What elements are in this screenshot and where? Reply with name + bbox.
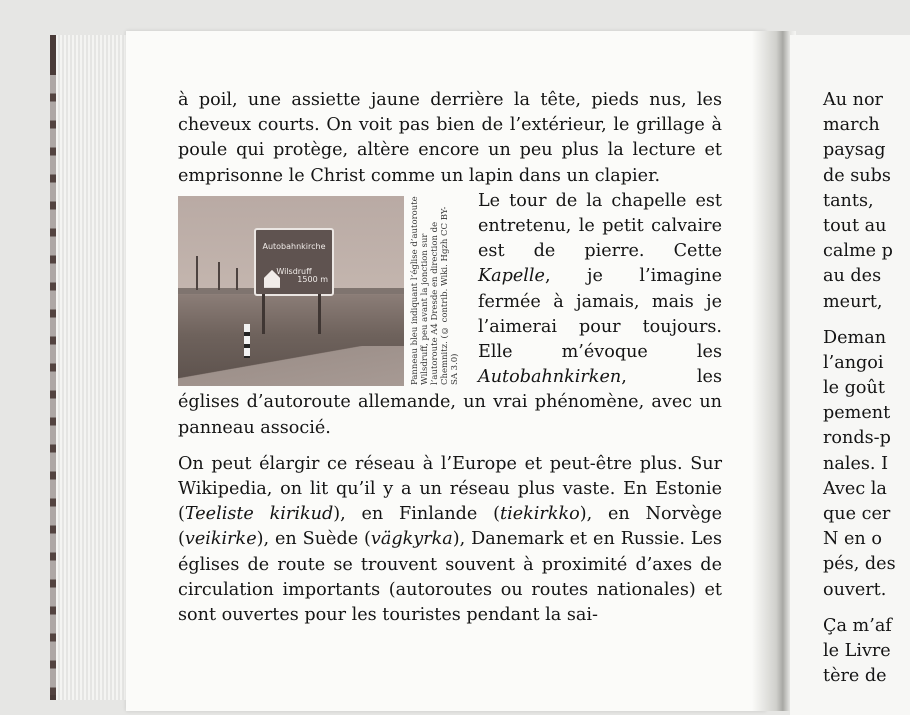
tree	[236, 268, 238, 290]
text-run: , les églises d’autoroute allemande, un vrai phénomène, avec un panneau associé.	[178, 367, 722, 438]
italic-term: tiekirkko	[500, 504, 580, 525]
sign-line-2: Wilsdruff	[276, 267, 312, 277]
sign-line-1: Autobahnkirche	[262, 241, 326, 251]
paragraph-gap	[823, 603, 903, 614]
text-run: à poil, une assiette jaune derrière la tête, pieds nus, les cheveux courts. On voit pas bien de l’extérieur, le grillage à poule qui protège, altère encore un peu plus la lecture et emprisonne le Christ comme un lapin dans un clapier.	[178, 90, 722, 186]
italic-term: Kapelle	[478, 266, 545, 287]
right-page-line: paysag	[823, 140, 886, 161]
right-page-text	[823, 88, 903, 689]
right-page-line: tout au	[823, 215, 887, 236]
paragraph-3	[178, 452, 722, 628]
sign-pole	[318, 294, 321, 334]
right-page-line: pement	[823, 403, 891, 424]
right-page-line: nales. I	[823, 453, 889, 474]
right-page-line: calme p	[823, 241, 893, 262]
right-page-line: tère de	[823, 666, 887, 687]
italic-term: vägkyrka	[370, 529, 453, 550]
delineator-post	[244, 324, 250, 358]
sign-pole	[262, 294, 265, 334]
text-run: ), en Finlande (	[333, 504, 501, 525]
right-page-line: le Livre	[823, 640, 891, 661]
text-run: ), en Norvège (	[178, 504, 722, 550]
italic-term: veikirke	[184, 529, 257, 550]
book-page-edges	[50, 35, 132, 700]
right-page-line: meurt,	[823, 291, 883, 312]
figure-caption	[410, 195, 468, 385]
figure-autobahnkirche-sign	[178, 193, 478, 389]
right-page-line: tants,	[823, 190, 874, 211]
right-page-line: au des	[823, 266, 882, 287]
paragraph-1	[178, 88, 722, 189]
tree	[218, 262, 220, 290]
paragraph-gap	[823, 315, 903, 326]
right-page-line: march	[823, 115, 880, 136]
left-page-text	[178, 88, 722, 628]
right-page-line: pés, des	[823, 554, 896, 575]
text-run: , je l’imagine fermée à jamais, mais je l’aimerai pour toujours. Elle m’évoque les	[478, 266, 722, 363]
right-page-line: Avec la	[823, 478, 887, 499]
italic-term: Autobahnkirken	[478, 367, 622, 388]
right-page-line: Au nor	[823, 90, 883, 110]
right-page-line: ronds-p	[823, 428, 891, 449]
right-page-line: de subs	[823, 165, 891, 186]
figure-caption-text: Panneau bleu indiquant l’église d’autoroute Wilsdruff, peu avant la jonction sur l’autoroute A4 Dresde en direction de Chemnitz. (© contrib. Wiki. Hgzh CC BY-SA 3.0)	[410, 196, 460, 385]
tree	[196, 256, 198, 290]
text-run: ), en Suède (	[256, 529, 371, 550]
right-page-line: l’angoi	[823, 352, 884, 373]
text-run: ), Danemark et en Russie. Les églises de route se trouvent souvent à proximité d’axes de circulation importants (autoroutes ou routes nationales) et sont ouvertes pour les touristes pendant la sai-	[178, 529, 722, 626]
right-page-line: ouvert.	[823, 579, 887, 600]
italic-term: Teeliste kirikud	[184, 504, 334, 525]
right-page-line: le goût	[823, 378, 885, 399]
road	[178, 346, 404, 386]
right-page-line: Ça m’af	[823, 615, 892, 636]
text-run: Le tour de la chapelle est entretenu, le petit calvaire est de pierre. Cette	[478, 190, 722, 262]
road-sign-photo	[178, 196, 404, 382]
right-page-line: que cer	[823, 504, 891, 524]
right-page-line: N en o	[823, 529, 882, 550]
text-run: On peut élargir ce réseau à l’Europe et peut-être plus. Sur Wikipedia, on lit qu’il y a un réseau plus vaste. En Estonie (	[178, 453, 722, 525]
autobahnkirche-road-sign	[254, 228, 334, 296]
right-page-line: Deman	[823, 327, 887, 348]
sign-distance: 1500 m	[297, 274, 328, 284]
